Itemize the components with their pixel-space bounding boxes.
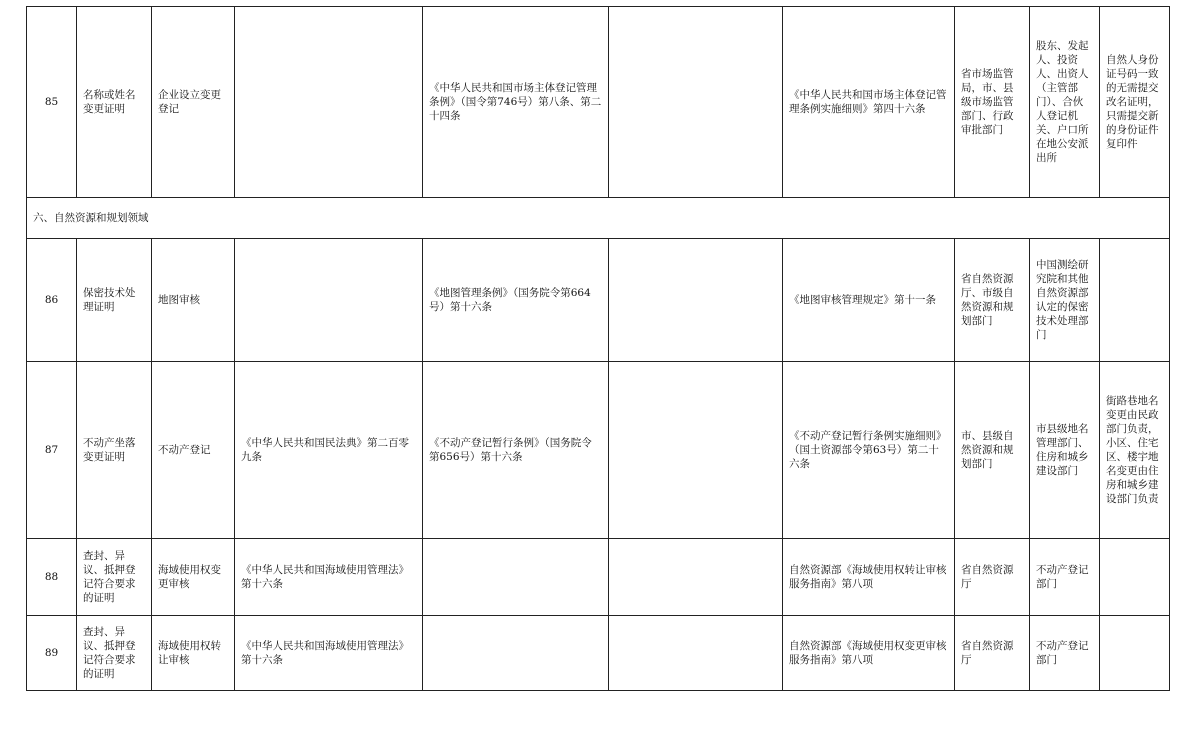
admin-regulation: 《不动产登记暂行条例》（国务院令第656号）第十六条 [423, 362, 609, 539]
matter-name: 地图审核 [152, 239, 235, 362]
issuing-department: 股东、发起人、投资人、出资人（主管部门）、合伙人登记机关、户口所在地公安派出所 [1030, 7, 1100, 198]
local-regulation [609, 239, 783, 362]
table-row-87 [27, 362, 1170, 539]
document-page [26, 6, 1169, 691]
law-basis: 《中华人民共和国海域使用管理法》第十六条 [235, 539, 423, 616]
local-regulation [609, 362, 783, 539]
local-regulation [609, 616, 783, 691]
issuing-department: 不动产登记部门 [1030, 616, 1100, 691]
matter-name: 海域使用权转让审核 [152, 616, 235, 691]
issuing-department: 中国测绘研究院和其他自然资源部认定的保密技术处理部门 [1030, 239, 1100, 362]
certificate-name: 查封、异议、抵押登记符合要求的证明 [77, 539, 152, 616]
law-basis [235, 239, 423, 362]
matter-name: 不动产登记 [152, 362, 235, 539]
certificate-table [26, 6, 1170, 691]
local-regulation [609, 7, 783, 198]
certificate-name: 查封、异议、抵押登记符合要求的证明 [77, 616, 152, 691]
table-row-89 [27, 616, 1170, 691]
handling-department: 省自然资源厅、市级自然资源和规划部门 [955, 239, 1030, 362]
department-rule: 《中华人民共和国市场主体登记管理条例实施细则》第四十六条 [783, 7, 955, 198]
row-number: 86 [27, 239, 77, 362]
remarks [1100, 616, 1170, 691]
remarks [1100, 239, 1170, 362]
certificate-name: 名称或姓名变更证明 [77, 7, 152, 198]
certificate-name: 保密技术处理证明 [77, 239, 152, 362]
handling-department: 市、县级自然资源和规划部门 [955, 362, 1030, 539]
handling-department: 省自然资源厅 [955, 539, 1030, 616]
section-header-row [27, 198, 1170, 239]
handling-department: 省自然资源厅 [955, 616, 1030, 691]
table-row-85 [27, 7, 1170, 198]
department-rule: 自然资源部《海域使用权变更审核服务指南》第八项 [783, 616, 955, 691]
admin-regulation: 《中华人民共和国市场主体登记管理条例》（国令第746号）第八条、第二十四条 [423, 7, 609, 198]
remarks: 街路巷地名变更由民政部门负责，小区、住宅区、楼宇地名变更由住房和城乡建设部门负责 [1100, 362, 1170, 539]
issuing-department: 不动产登记部门 [1030, 539, 1100, 616]
issuing-department: 市县级地名管理部门、住房和城乡建设部门 [1030, 362, 1100, 539]
admin-regulation: 《地图管理条例》（国务院令第664号）第十六条 [423, 239, 609, 362]
section-title: 六、自然资源和规划领域 [27, 198, 1170, 239]
matter-name: 海域使用权变更审核 [152, 539, 235, 616]
department-rule: 《不动产登记暂行条例实施细则》（国土资源部令第63号）第二十六条 [783, 362, 955, 539]
row-number: 87 [27, 362, 77, 539]
admin-regulation [423, 616, 609, 691]
certificate-name: 不动产坐落变更证明 [77, 362, 152, 539]
matter-name: 企业设立变更登记 [152, 7, 235, 198]
department-rule: 自然资源部《海域使用权转让审核服务指南》第八项 [783, 539, 955, 616]
table-row-86 [27, 239, 1170, 362]
table-row-88 [27, 539, 1170, 616]
remarks: 自然人身份证号码一致的无需提交改名证明，只需提交新的身份证件复印件 [1100, 7, 1170, 198]
admin-regulation [423, 539, 609, 616]
row-number: 85 [27, 7, 77, 198]
law-basis: 《中华人民共和国民法典》第二百零九条 [235, 362, 423, 539]
remarks [1100, 539, 1170, 616]
handling-department: 省市场监管局，市、县级市场监管部门、行政审批部门 [955, 7, 1030, 198]
local-regulation [609, 539, 783, 616]
row-number: 88 [27, 539, 77, 616]
law-basis: 《中华人民共和国海域使用管理法》第十六条 [235, 616, 423, 691]
law-basis [235, 7, 423, 198]
department-rule: 《地图审核管理规定》第十一条 [783, 239, 955, 362]
row-number: 89 [27, 616, 77, 691]
